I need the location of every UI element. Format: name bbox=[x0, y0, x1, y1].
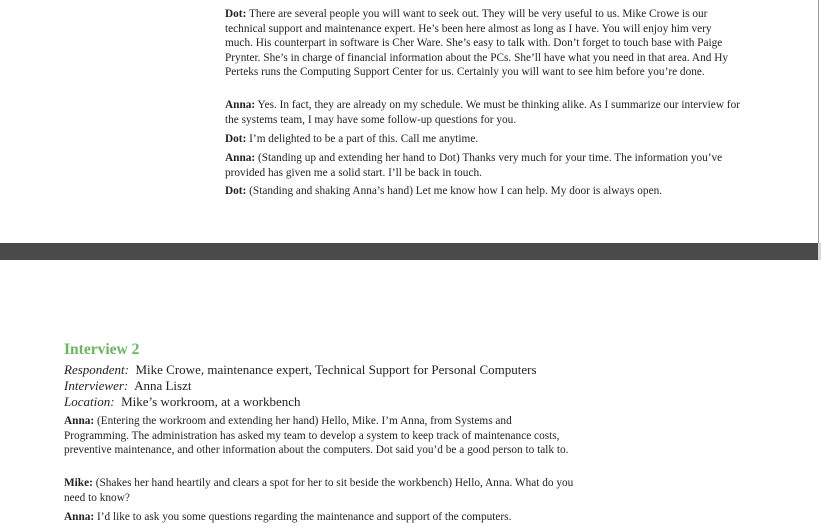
dialogue-text: Yes. In fact, they are already on my schedule. We must be thinking alike. As I summarize our interview for the systems team, I may have some follow-up questions for you. bbox=[225, 99, 740, 126]
dialogue-paragraph bbox=[225, 184, 740, 199]
dialogue-text: (Shakes her hand heartily and clears a spot for her to sit beside the workbench) Hello, Anna. What do you need to know? bbox=[64, 477, 574, 504]
dialogue-paragraph bbox=[225, 98, 740, 127]
dialogue-paragraph bbox=[225, 151, 740, 180]
respondent-line bbox=[64, 362, 537, 378]
section-heading: Interview 2 bbox=[64, 341, 140, 358]
dialogue-paragraph bbox=[64, 510, 664, 525]
dialogue-text: (Entering the workroom and extending her hand) Hello, Mike. I’m Anna, from Systems and Programming. The administration has asked my team to develop a system to keep track of maintenance costs, preventive maintenance, and other information about the computers. Dot said you’d be a good person to talk to. bbox=[64, 415, 569, 457]
interviewer-line bbox=[64, 378, 191, 394]
speaker-label: Anna: bbox=[64, 511, 95, 523]
dialogue-paragraph bbox=[225, 132, 740, 147]
speaker-label: Anna: bbox=[64, 415, 95, 427]
speaker-label: Dot: bbox=[225, 185, 247, 197]
page-separator bbox=[0, 243, 821, 260]
location-label: Location: bbox=[64, 394, 115, 409]
speaker-label: Dot: bbox=[225, 133, 247, 145]
location-value: Mike’s workroom, at a workbench bbox=[121, 394, 301, 409]
speaker-label: Dot: bbox=[225, 8, 247, 20]
dialogue-text: I’d like to ask you some questions regarding the maintenance and support of the computers. bbox=[96, 511, 512, 523]
interviewer-label: Interviewer: bbox=[64, 378, 129, 393]
dialogue-text: There are several people you will want to seek out. They will be very useful to us. Mike Crowe is our technical support and maintenance expert. He’s been here almost as long as I have. You will enjoy him very much. His counterpart in software is Cher Ware. She’s easy to talk with. Don’t forget to touch base with Paige Prynter. She’s in charge of financial information about the PCs. She’ll have what you need in that area. And Hy Perteks runs the Computing Support Center for us. Certainly you will want to see him before you’re done. bbox=[225, 8, 729, 79]
speaker-label: Anna: bbox=[225, 99, 256, 111]
document-page-top bbox=[0, 0, 819, 243]
speaker-label: Mike: bbox=[64, 477, 93, 489]
location-line bbox=[64, 394, 301, 410]
dialogue-paragraph bbox=[225, 7, 740, 80]
interviewer-value: Anna Liszt bbox=[134, 378, 192, 393]
dialogue-text: (Standing up and extending her hand to Dot) Thanks very much for your time. The information you’ve provided has given me a solid start. I’ll be back in touch. bbox=[225, 152, 723, 179]
dialogue-paragraph bbox=[64, 476, 579, 505]
speaker-label: Anna: bbox=[225, 152, 256, 164]
dialogue-text: (Standing and shaking Anna’s hand) Let me know how I can help. My door is always open. bbox=[249, 185, 663, 197]
dialogue-paragraph bbox=[64, 414, 579, 458]
respondent-label: Respondent: bbox=[64, 362, 129, 377]
dialogue-text: I’m delighted to be a part of this. Call me anytime. bbox=[249, 133, 479, 145]
respondent-value: Mike Crowe, maintenance expert, Technical Support for Personal Computers bbox=[135, 362, 537, 377]
